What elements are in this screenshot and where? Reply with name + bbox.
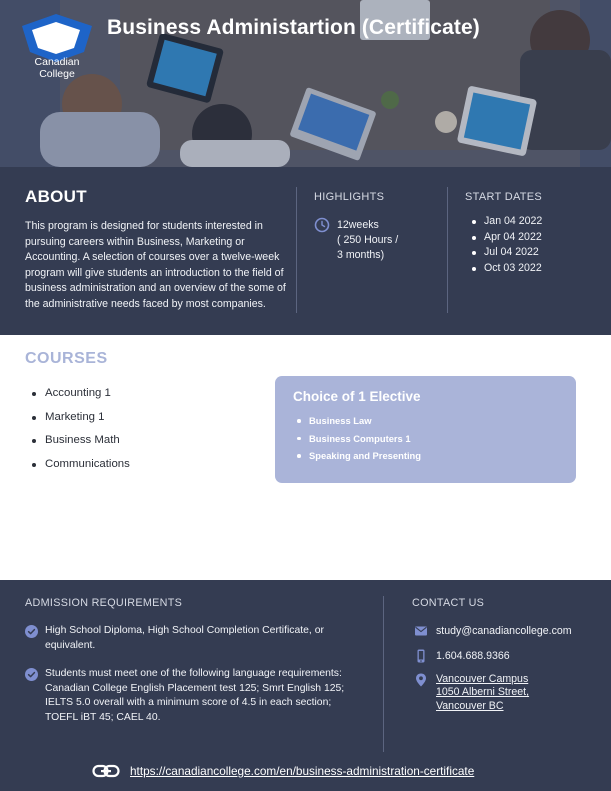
logo-text	[18, 56, 96, 80]
highlight-duration: 12weeks	[337, 219, 379, 231]
contact-address-row[interactable]	[414, 673, 529, 713]
footer-section	[0, 580, 611, 791]
contact-address[interactable]	[436, 673, 529, 713]
elective-item: Business Law	[297, 412, 421, 430]
logo-line-2: College	[39, 68, 75, 80]
footer-divider	[383, 596, 384, 752]
admission-text: Students must meet one of the following language requirements: Canadian College English Placement test 125; Smrt English 125; IELTS 5.0 overall with a minimum score of 4.5 in each section; TOEFL iBT 45; CAEL 40.	[45, 668, 345, 723]
contact-email-row[interactable]	[414, 624, 572, 638]
highlights-heading: HIGHLIGHTS	[314, 191, 385, 203]
admission-heading: ADMISSION REQUIREMENTS	[25, 597, 183, 609]
divider-highlights-dates	[447, 187, 448, 313]
contact-phone-row[interactable]	[414, 649, 510, 663]
course-item: Business Math	[32, 429, 130, 453]
highlights-text	[337, 218, 427, 263]
start-dates-list	[471, 214, 542, 276]
course-item: Communications	[32, 453, 130, 477]
highlight-hours: ( 250 Hours /	[337, 234, 399, 246]
check-circle-icon	[25, 625, 38, 638]
about-text: This program is designed for students interested in pursuing careers within Business, Marketing or Accounting. A selection of courses over a twelve-week program will give students an introduction to the field of business administration and an overview of the some of the administrative needs faced by most companies.	[25, 220, 286, 310]
clock-icon	[314, 217, 330, 233]
address-line-3[interactable]: Vancouver BC	[436, 699, 504, 712]
program-link[interactable]: https://canadiancollege.com/en/business-administration-certificate	[130, 764, 475, 778]
about-heading: ABOUT	[25, 187, 87, 206]
admission-item	[25, 624, 350, 653]
contact-email[interactable]: study@canadiancollege.com	[436, 625, 572, 637]
course-item: Accounting 1	[32, 382, 130, 406]
logo-line-1: Canadian	[34, 56, 80, 68]
admission-text: High School Diploma, High School Completion Certificate, or equivalent.	[45, 625, 324, 651]
highlight-months: 3 months)	[337, 249, 385, 261]
address-line-2[interactable]: 1050 Alberni Street,	[436, 686, 530, 699]
elective-heading: Choice of 1 Elective	[293, 389, 421, 404]
start-date-item: Oct 03 2022	[471, 261, 542, 277]
elective-card	[275, 376, 576, 483]
location-pin-icon	[414, 673, 428, 687]
start-date-item: Jul 04 2022	[471, 245, 542, 261]
elective-item: Business Computers 1	[297, 430, 421, 448]
address-line-1[interactable]: Vancouver Campus	[436, 673, 529, 685]
hero-banner	[0, 0, 611, 167]
about-section	[0, 167, 611, 335]
courses-heading: COURSES	[25, 350, 108, 367]
elective-item: Speaking and Presenting	[297, 447, 421, 465]
course-item: Marketing 1	[32, 406, 130, 430]
link-icon	[92, 764, 120, 778]
phone-icon	[414, 649, 428, 663]
contact-phone[interactable]: 1.604.688.9366	[436, 650, 510, 662]
courses-list	[32, 382, 130, 476]
elective-list	[297, 412, 421, 465]
start-dates-heading: START DATES	[465, 191, 543, 203]
start-date-item: Jan 04 2022	[471, 214, 542, 230]
divider-about-highlights	[296, 187, 297, 313]
contact-heading: CONTACT US	[412, 597, 485, 609]
page-title: Business Administartion (Certificate)	[107, 16, 480, 39]
email-icon	[414, 624, 428, 638]
admission-item	[25, 667, 350, 725]
check-circle-icon	[25, 668, 38, 681]
start-date-item: Apr 04 2022	[471, 230, 542, 246]
